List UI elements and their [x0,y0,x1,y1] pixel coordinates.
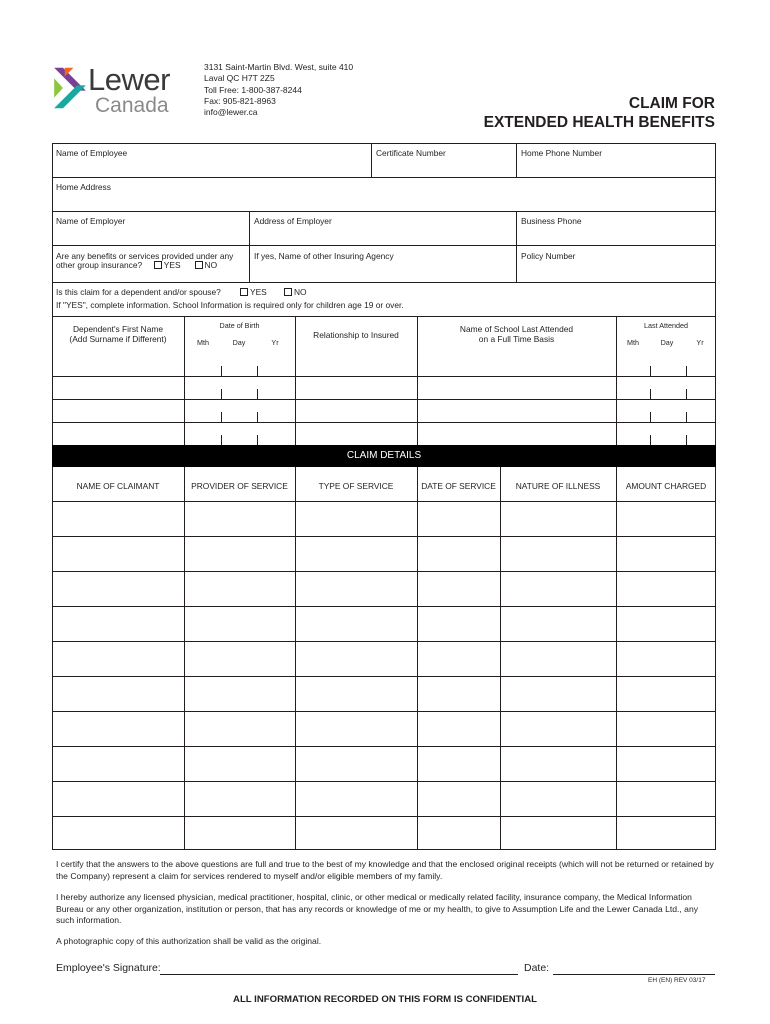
other-insurance-yes-checkbox[interactable] [154,261,162,269]
home-phone-field[interactable]: Home Phone Number [521,148,602,158]
last-attended-month-header: Mth [627,338,639,347]
policy-number-field[interactable]: Policy Number [521,251,576,261]
other-insurance-question-line2: other group insurance? YES NO [56,260,218,270]
signature-line[interactable] [160,974,518,975]
dependent-yes-checkbox[interactable] [240,288,248,296]
brand-name: Lewer [88,62,170,97]
name-of-employee-field[interactable]: Name of Employee [56,148,128,158]
revision-code: EH (EN) REV 03/17 [648,977,706,984]
date-label: Date: [524,962,550,974]
col-provider-of-service: PROVIDER OF SERVICE [191,481,288,491]
col-type-of-service: TYPE OF SERVICE [318,481,394,491]
home-address-field[interactable]: Home Address [56,182,111,192]
dependent-no-option[interactable]: NO [284,287,307,297]
certificate-number-field[interactable]: Certificate Number [376,148,446,158]
dependent-yes-option[interactable]: YES [240,287,267,297]
lewer-logo-mark [52,66,88,110]
confidential-footer: ALL INFORMATION RECORDED ON THIS FORM IS CONFIDENTIAL [233,994,537,1005]
brand-country: Canada [95,94,169,117]
company-address: 3131 Saint-Martin Blvd. West, suite 410 Laval QC H7T 2Z5 Toll Free: 1-800-387-8244 Fax: 905-821-8963 info@lewer.ca [204,62,354,118]
form-title: CLAIM FOR EXTENDED HEALTH BENEFITS [483,95,715,131]
dob-year-header: Yr [271,338,279,347]
photocopy-paragraph: A photographic copy of this authorization shall be valid as the original. [56,936,322,946]
last-attended-header: Last Attended [644,321,688,330]
last-attended-year-header: Yr [696,338,704,347]
col-amount-charged: AMOUNT CHARGED [625,481,707,491]
dob-day-header: Day [232,338,246,347]
other-insurance-question: Are any benefits or services provided under any [56,251,234,261]
school-header: Name of School Last Attended on a Full Time Basis [459,324,574,344]
authorization-paragraph: I hereby authorize any licensed physician, medical practitioner, hospital, clinic, or other medical or medically related facility, insurance company, the Medical Information Bureau or any other organization, institution or person, that has any records or knowledge of me or my health, to give to Assumption Life and the Lewer Canada Ltd., any such information. [56,892,699,925]
dependent-name-header: Dependent's First Name (Add Surname if Different) [69,324,167,344]
dependent-question: Is this claim for a dependent and/or spouse? [56,287,221,297]
dependent-note: If "YES", complete information. School Information is required only for children age 19 or over. [56,300,404,310]
dependent-no-checkbox[interactable] [284,288,292,296]
certification-paragraph: I certify that the answers to the above questions are full and true to the best of my knowledge and that the enclosed original receipts (which will not be returned or retained by the Company) represent a claim for services rendered to myself and/or eligible members of my family. [56,859,714,881]
claim-details-bar: CLAIM DETAILS [52,445,716,467]
dob-month-header: Mth [197,338,209,347]
col-nature-of-illness: NATURE OF ILLNESS [515,481,601,491]
signature-label: Employee's Signature: [56,962,161,974]
dob-header: Date of Birth [219,321,260,330]
address-of-employer-field[interactable]: Address of Employer [254,216,332,226]
date-line[interactable] [553,974,715,975]
last-attended-day-header: Day [660,338,674,347]
col-name-of-claimant: NAME OF CLAIMANT [76,481,160,491]
col-date-of-service: DATE OF SERVICE [421,481,496,491]
name-of-employer-field[interactable]: Name of Employer [56,216,126,226]
other-agency-field[interactable]: If yes, Name of other Insuring Agency [254,251,394,261]
other-insurance-no-checkbox[interactable] [195,261,203,269]
relationship-header: Relationship to Insured [313,330,399,340]
business-phone-field[interactable]: Business Phone [521,216,582,226]
